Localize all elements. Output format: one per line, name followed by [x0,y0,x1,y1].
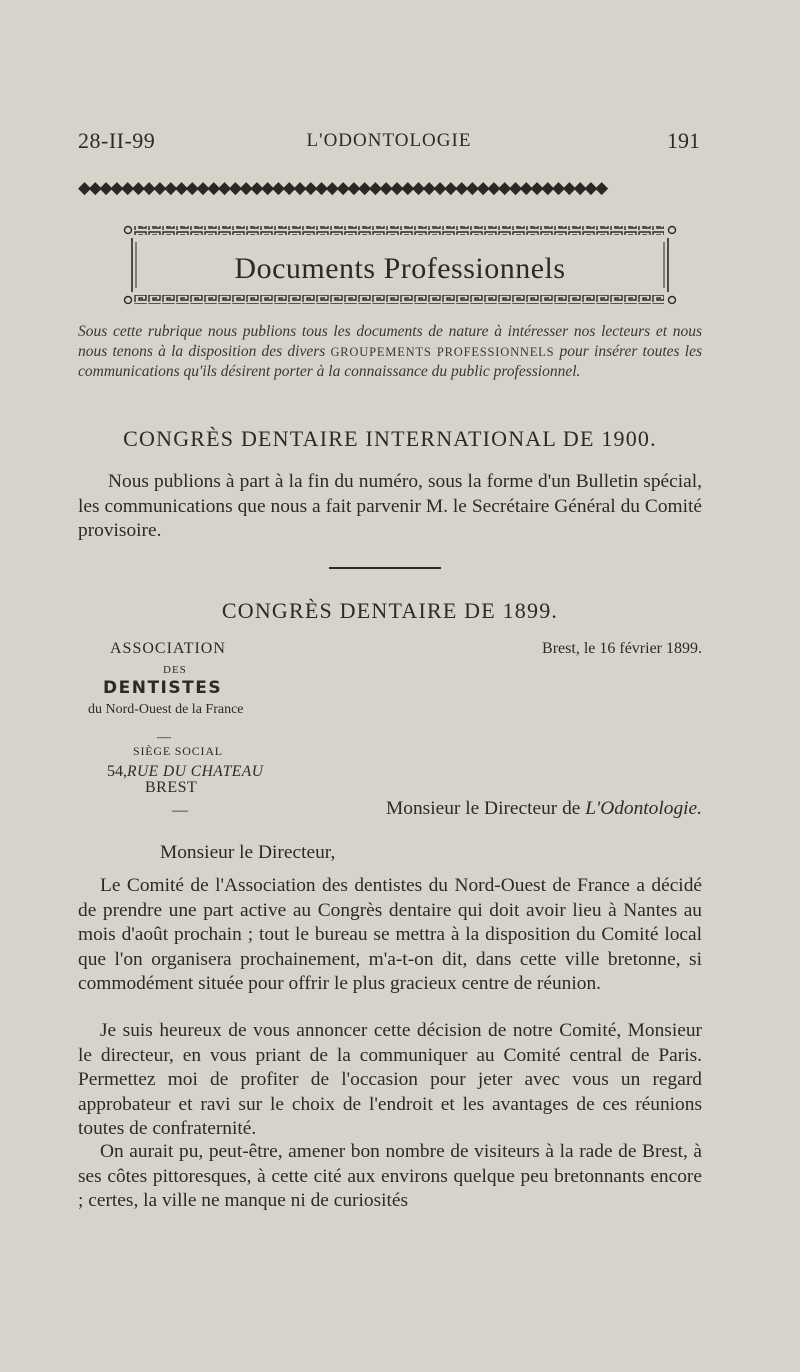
section-title: Documents Professionnels [234,252,566,285]
intro-text-1: Sous cette rubrique nous publions tous les documents de nature à intéresser nos lecteurs et nous nous tenons à la disposition des divers [78,323,702,360]
addressee-prefix: Monsieur le Directeur de [386,798,586,819]
letter-paragraph: Je suis heureux de vous annoncer cette décision de notre Comité, Monsieur le directeur, en vous priant de la communiquer au Comité central de Paris. Permettez moi de profiter de l'occasion pour jeter avec vous un regard approbateur et ravi sur le choix de l'endroit et les avantages de ces réunions toutes de confraternité. [78,1020,702,1139]
letter-paragraph: Le Comité de l'Association des dentistes du Nord-Ouest de France a décidé de prendre une part active au Congrès dentaire qui doit avoir lieu à Nantes au mois d'août prochain ; tout le bureau se mettra à la disposition du Comité local que l'on organisera prochainement, m'a-t-on dit, dans cette ville bretonne, si commodément située pour offrir le plus gracieux centre de réunion. [78,875,702,994]
journal-name: L'ODONTOLOGIE [306,130,472,151]
street-name: RUE DU CHATEAU [127,763,264,780]
issue-date: 28-II-99 [78,128,156,153]
letter-salutation: Monsieur le Directeur, [160,842,336,863]
separator-rule [329,567,441,569]
letterhead-dash: — [157,730,171,745]
letterhead-dash-2: — [172,802,188,819]
section-intro [78,322,702,382]
intro-text-2: pour insérer toutes les communications qu'ils désirent porter à la connaissance du public professionnel. [78,343,702,380]
section-title-frame [120,222,680,308]
letterhead-region: du Nord-Ouest de la France [88,702,244,717]
article1-body: Nous publions à part à la fin du numéro, sous la forme d'un Bulletin spécial, les communications que nous a fait parvenir M. le Secrétaire Général du Comité provisoire. [78,471,702,541]
diamond-ornament-row: ◆◆◆◆◆◆◆◆◆◆◆◆◆◆◆◆◆◆◆◆◆◆◆◆◆◆◆◆◆◆◆◆◆◆◆◆◆◆◆◆◆◆◆◆◆◆◆◆◆ [78,178,606,197]
street-number: 54, [107,763,127,780]
addressee-journal: L'Odontologie. [585,798,702,819]
letterhead-des: DES [163,664,187,676]
intro-smallcaps: GROUPEMENTS PROFESSIONNELS [330,345,555,359]
letterhead-association: ASSOCIATION [110,640,226,657]
letter-paragraph: On aurait pu, peut-être, amener bon nombre de visiteurs à la rade de Brest, à ses côtes pittoresques, à cette cité aux environs quelque peu bretonnants encore ; certes, la ville ne manque ni de curiosités [78,1141,702,1211]
letter-date: Brest, le 16 février 1899. [542,640,702,657]
letterhead-dentistes: DENTISTES [103,678,223,698]
letterhead-siege: SIÈGE SOCIAL [133,744,223,758]
letter-addressee [330,798,702,820]
article2-heading: CONGRÈS DENTAIRE DE 1899. [221,598,559,623]
page-number: 191 [667,128,700,153]
letterhead-city: BREST [145,779,198,796]
article1-heading: CONGRÈS DENTAIRE INTERNATIONAL DE 1900. [123,426,657,451]
running-header [78,128,700,158]
